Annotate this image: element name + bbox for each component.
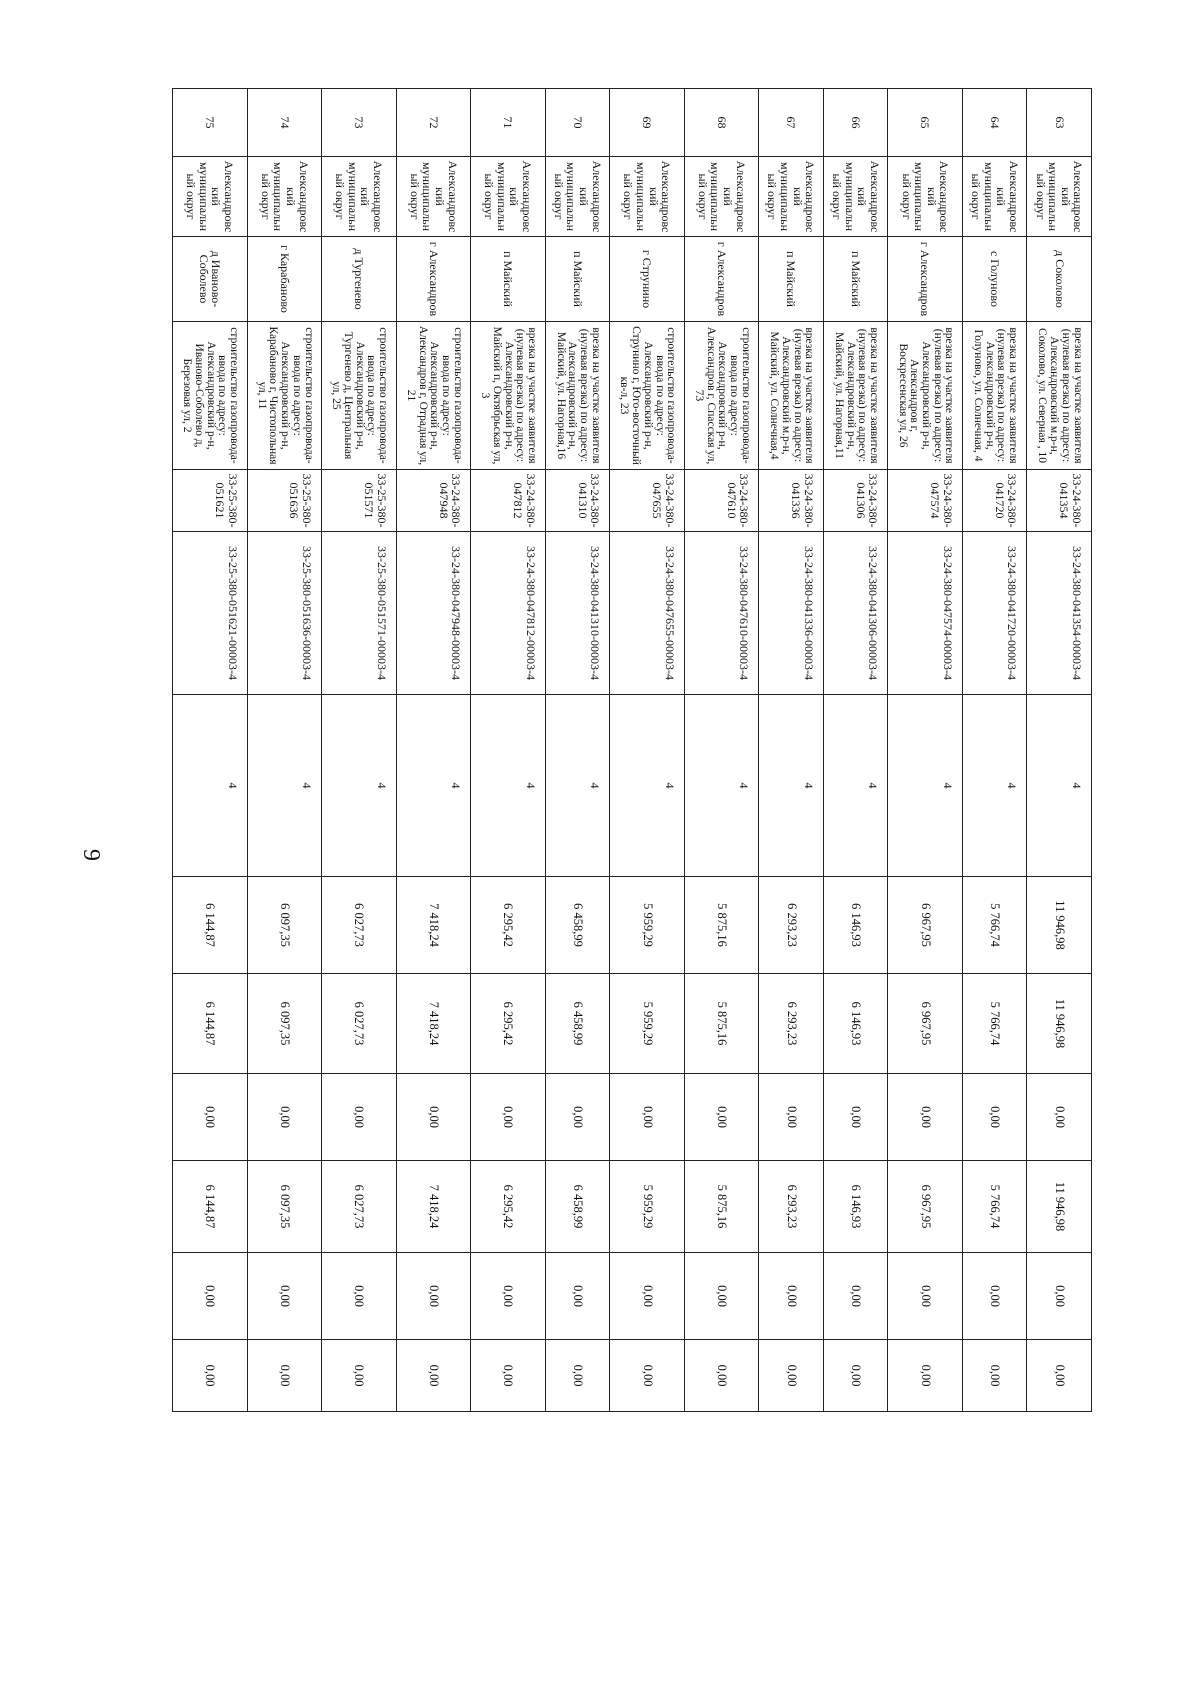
table-row [471,89,546,1412]
value-4-cell: 5 959,29 [610,1161,685,1253]
settlement-cell: г Карабаново [247,237,322,322]
value-6-cell: 0,00 [545,1340,610,1412]
stage-cell: 4 [173,695,248,877]
row-number: 69 [610,89,685,157]
value-5-cell: 0,00 [545,1253,610,1340]
value-3-cell: 0,00 [396,1074,471,1161]
value-5-cell: 0,00 [888,1253,963,1340]
value-1-cell: 11 946,98 [1027,877,1092,974]
row-number: 72 [396,89,471,157]
description-cell: врезка на участке заявителя (нулевая врезка) по адресу: Александровский м.р-н, Соколово, ул. Северная , 10 [1027,322,1092,470]
value-6-cell: 0,00 [962,1340,1027,1412]
municipality-cell: Александровский муниципальный округ [684,157,759,237]
value-6-cell: 0,00 [823,1340,888,1412]
settlement-cell: с Голуново [962,237,1027,322]
row-number: 65 [888,89,963,157]
cadastral-cell: 33-25-380-051571-00003-4 [322,532,397,695]
code-cell: 33-24-380-041310 [545,470,610,532]
value-2-cell: 5 875,16 [684,974,759,1074]
table-row [759,89,824,1412]
value-1-cell: 6 293,23 [759,877,824,974]
table-row [962,89,1027,1412]
table-body [173,89,1092,1412]
value-2-cell: 6 458,99 [545,974,610,1074]
description-cell: врезка на участке заявителя (нулевая врезка) по адресу: Александровский р-н, Александров г, Воскресенская ул, 26 [888,322,963,470]
settlement-cell: г Александров [396,237,471,322]
value-3-cell: 0,00 [322,1074,397,1161]
value-2-cell: 6 295,42 [471,974,546,1074]
value-4-cell: 11 946,98 [1027,1161,1092,1253]
value-4-cell: 6 097,35 [247,1161,322,1253]
value-5-cell: 0,00 [1027,1253,1092,1340]
row-number: 75 [173,89,248,157]
code-cell: 33-25-380-051621 [173,470,248,532]
table-row [322,89,397,1412]
code-cell: 33-24-380-047812 [471,470,546,532]
value-1-cell: 6 027,73 [322,877,397,974]
value-1-cell: 6 295,42 [471,877,546,974]
cadastral-cell: 33-24-380-047812-00003-4 [471,532,546,695]
settlement-cell: д Соколово [1027,237,1092,322]
stage-cell: 4 [322,695,397,877]
municipality-cell: Александровский муниципальный округ [322,157,397,237]
value-2-cell: 6 967,95 [888,974,963,1074]
value-3-cell: 0,00 [545,1074,610,1161]
value-2-cell: 6 097,35 [247,974,322,1074]
description-cell: врезка на участке заявителя (нулевая врезка) по адресу: Александровский р-н, Майский, ул. Нагорная,16 [545,322,610,470]
value-1-cell: 5 875,16 [684,877,759,974]
row-number: 67 [759,89,824,157]
value-2-cell: 6 027,73 [322,974,397,1074]
value-3-cell: 0,00 [684,1074,759,1161]
value-1-cell: 6 967,95 [888,877,963,974]
settlement-cell: д Иваново-Соболево [173,237,248,322]
value-6-cell: 0,00 [759,1340,824,1412]
settlement-cell: п Майский [471,237,546,322]
cadastral-cell: 33-24-380-041354-00003-4 [1027,532,1092,695]
value-5-cell: 0,00 [322,1253,397,1340]
cadastral-cell: 33-24-380-041310-00003-4 [545,532,610,695]
code-cell: 33-24-380-047948 [396,470,471,532]
description-cell: строительство газопровода-ввода по адресу: Александровский р-н, Александров г, Спасская ул, 73 [684,322,759,470]
value-3-cell: 0,00 [1027,1074,1092,1161]
value-4-cell: 6 967,95 [888,1161,963,1253]
row-number: 68 [684,89,759,157]
table-row [396,89,471,1412]
stage-cell: 4 [1027,695,1092,877]
municipality-cell: Александровский муниципальный округ [545,157,610,237]
table-row [1027,89,1092,1412]
cadastral-cell: 33-24-380-041336-00003-4 [759,532,824,695]
value-1-cell: 6 097,35 [247,877,322,974]
value-3-cell: 0,00 [610,1074,685,1161]
value-1-cell: 5 766,74 [962,877,1027,974]
value-4-cell: 5 875,16 [684,1161,759,1253]
value-5-cell: 0,00 [396,1253,471,1340]
row-number: 64 [962,89,1027,157]
value-6-cell: 0,00 [610,1340,685,1412]
value-3-cell: 0,00 [173,1074,248,1161]
table-row [888,89,963,1412]
stage-cell: 4 [759,695,824,877]
cadastral-cell: 33-24-380-041720-00003-4 [962,532,1027,695]
value-1-cell: 6 146,93 [823,877,888,974]
cadastral-cell: 33-24-380-041306-00003-4 [823,532,888,695]
settlement-cell: г Александров [888,237,963,322]
value-1-cell: 7 418,24 [396,877,471,974]
value-5-cell: 0,00 [684,1253,759,1340]
value-2-cell: 5 959,29 [610,974,685,1074]
value-6-cell: 0,00 [396,1340,471,1412]
value-2-cell: 11 946,98 [1027,974,1092,1074]
code-cell: 33-24-380-041306 [823,470,888,532]
value-3-cell: 0,00 [471,1074,546,1161]
stage-cell: 4 [396,695,471,877]
value-2-cell: 5 766,74 [962,974,1027,1074]
value-6-cell: 0,00 [1027,1340,1092,1412]
value-4-cell: 7 418,24 [396,1161,471,1253]
row-number: 70 [545,89,610,157]
row-number: 73 [322,89,397,157]
description-cell: врезка на участке заявителя (нулевая врезка) по адресу: Александровский р-н, Майский, ул. Нагорная,11 [823,322,888,470]
settlement-cell: п Майский [759,237,824,322]
value-4-cell: 6 027,73 [322,1161,397,1253]
stage-cell: 4 [545,695,610,877]
municipality-cell: Александровский муниципальный округ [247,157,322,237]
value-3-cell: 0,00 [247,1074,322,1161]
cadastral-cell: 33-25-380-051636-00003-4 [247,532,322,695]
value-1-cell: 5 959,29 [610,877,685,974]
description-cell: строительство газопровода-ввода по адресу: Александровский р-н, Иваново-Соболево д, Березовая ул, 2 [173,322,248,470]
municipality-cell: Александровский муниципальный округ [173,157,248,237]
code-cell: 33-24-380-041336 [759,470,824,532]
stage-cell: 4 [471,695,546,877]
table-row [823,89,888,1412]
value-6-cell: 0,00 [888,1340,963,1412]
code-cell: 33-24-380-047655 [610,470,685,532]
value-3-cell: 0,00 [823,1074,888,1161]
municipality-cell: Александровский муниципальный округ [823,157,888,237]
value-4-cell: 6 146,93 [823,1161,888,1253]
description-cell: строительство газопровода-ввода по адресу: Александровский р-н, Струнино г, Юго-восточный кв-л, 23 [610,322,685,470]
stage-cell: 4 [962,695,1027,877]
value-5-cell: 0,00 [759,1253,824,1340]
cadastral-cell: 33-24-380-047948-00003-4 [396,532,471,695]
value-3-cell: 0,00 [962,1074,1027,1161]
value-6-cell: 0,00 [173,1340,248,1412]
table-row [545,89,610,1412]
value-6-cell: 0,00 [322,1340,397,1412]
value-5-cell: 0,00 [173,1253,248,1340]
value-3-cell: 0,00 [888,1074,963,1161]
cadastral-cell: 33-25-380-051621-00003-4 [173,532,248,695]
municipality-cell: Александровский муниципальный округ [1027,157,1092,237]
settlement-cell: п Майский [545,237,610,322]
description-cell: врезка на участке заявителя (нулевая врезка) по адресу: Александровский р-н, Голуново, ул. Солнечная, 4 [962,322,1027,470]
table-row [610,89,685,1412]
description-cell: строительство газопровода-ввода по адресу: Александровский р-н, Александров г, Отрадная ул, 21 [396,322,471,470]
code-cell: 33-24-380-047610 [684,470,759,532]
value-6-cell: 0,00 [684,1340,759,1412]
value-5-cell: 0,00 [471,1253,546,1340]
value-4-cell: 6 144,87 [173,1161,248,1253]
code-cell: 33-25-380-051636 [247,470,322,532]
description-cell: строительство газопровода-ввода по адресу: Александровский р-н, Тургенево д, Центральная ул, 25 [322,322,397,470]
municipality-cell: Александровский муниципальный округ [396,157,471,237]
municipality-cell: Александровский муниципальный округ [471,157,546,237]
cadastral-cell: 33-24-380-047655-00003-4 [610,532,685,695]
settlement-cell: п Майский [823,237,888,322]
description-cell: врезка на участке заявителя (нулевая врезка) по адресу: Александровский р-н, Майский п, Октябрьская ул, 3 [471,322,546,470]
stage-cell: 4 [247,695,322,877]
value-2-cell: 6 293,23 [759,974,824,1074]
cadastral-cell: 33-24-380-047610-00003-4 [684,532,759,695]
settlement-cell: г Струнино [610,237,685,322]
value-4-cell: 5 766,74 [962,1161,1027,1253]
code-cell: 33-24-380-041354 [1027,470,1092,532]
municipality-cell: Александровский муниципальный округ [962,157,1027,237]
row-number: 66 [823,89,888,157]
table-row [684,89,759,1412]
municipality-cell: Александровский муниципальный округ [888,157,963,237]
page-number: 9 [78,849,104,861]
value-5-cell: 0,00 [962,1253,1027,1340]
stage-cell: 4 [823,695,888,877]
value-6-cell: 0,00 [471,1340,546,1412]
value-1-cell: 6 144,87 [173,877,248,974]
value-5-cell: 0,00 [247,1253,322,1340]
row-number: 74 [247,89,322,157]
description-cell: врезка на участке заявителя (нулевая врезка) по адресу: Александровский м.р-н, Майский, ул. Солнечная,4 [759,322,824,470]
description-cell: строительство газопровода-ввода по адресу: Александровский р-н, Карабаново г, Чистопольная ул, 11 [247,322,322,470]
value-5-cell: 0,00 [610,1253,685,1340]
cadastral-cell: 33-24-380-047574-00003-4 [888,532,963,695]
value-5-cell: 0,00 [823,1253,888,1340]
value-1-cell: 6 458,99 [545,877,610,974]
settlement-cell: г Александров [684,237,759,322]
municipality-cell: Александровский муниципальный округ [759,157,824,237]
stage-cell: 4 [610,695,685,877]
value-4-cell: 6 293,23 [759,1161,824,1253]
value-2-cell: 6 144,87 [173,974,248,1074]
row-number: 63 [1027,89,1092,157]
code-cell: 33-24-380-047574 [888,470,963,532]
table-row [247,89,322,1412]
stage-cell: 4 [888,695,963,877]
municipality-cell: Александровский муниципальный округ [610,157,685,237]
value-4-cell: 6 458,99 [545,1161,610,1253]
value-3-cell: 0,00 [759,1074,824,1161]
value-4-cell: 6 295,42 [471,1161,546,1253]
value-2-cell: 6 146,93 [823,974,888,1074]
stage-cell: 4 [684,695,759,877]
value-2-cell: 7 418,24 [396,974,471,1074]
table-row [173,89,248,1412]
code-cell: 33-25-380-051571 [322,470,397,532]
row-number: 71 [471,89,546,157]
code-cell: 33-24-380-041720 [962,470,1027,532]
value-6-cell: 0,00 [247,1340,322,1412]
gasification-table [172,88,1092,1412]
settlement-cell: д Тургенево [322,237,397,322]
rotated-table-wrapper [172,88,1092,1411]
